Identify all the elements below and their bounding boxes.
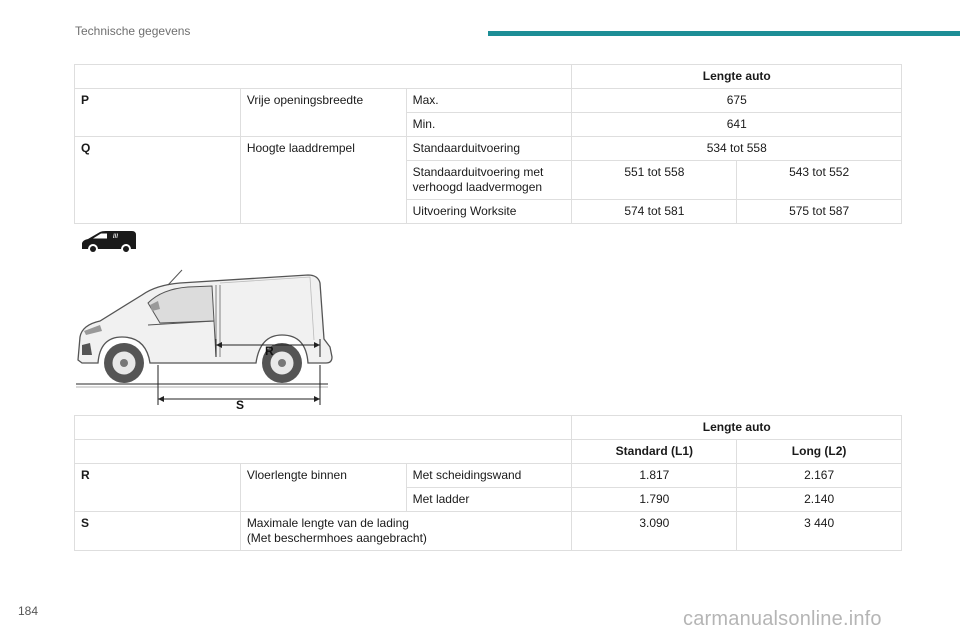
column-header-standard-l1: Standard (L1) [572, 440, 737, 464]
row-value-l2: 2.140 [737, 488, 902, 512]
table-header-row [75, 416, 902, 440]
row-code-p: P [75, 89, 241, 137]
dimension-label-s: S [236, 398, 245, 410]
row-variant: Met scheidingswand [406, 464, 572, 488]
dimension-label-r: R [265, 344, 274, 358]
row-variant: Standaarduitvoering met verhoogd laadvermogen [406, 161, 572, 200]
page-number: 184 [18, 604, 39, 618]
table-row [75, 464, 902, 488]
header-accent-bar [488, 31, 960, 36]
row-variant: Met ladder [406, 488, 572, 512]
row-label-line1: Maximale lengte van de lading [246, 516, 409, 530]
table-row [75, 89, 902, 113]
table-row [75, 512, 902, 551]
row-label [240, 512, 572, 551]
row-value-l1: 1.817 [572, 464, 737, 488]
section-title: Technische gegevens [75, 24, 191, 38]
row-code-q: Q [75, 137, 241, 224]
row-value: 534 tot 558 [572, 137, 902, 161]
row-variant: Min. [406, 113, 572, 137]
table-header-row [75, 65, 902, 89]
row-value-l2: 3 440 [737, 512, 902, 551]
row-variant: Max. [406, 89, 572, 113]
row-value-l2: 2.167 [737, 464, 902, 488]
load-length-table [74, 415, 902, 551]
table-header-row [75, 440, 902, 464]
row-label-line2: (Met beschermhoes aangebracht) [246, 531, 427, 545]
row-value-l1: 1.790 [572, 488, 737, 512]
row-code-s: S [75, 512, 241, 551]
row-value-l1: 551 tot 558 [572, 161, 737, 200]
svg-text:///: /// [113, 234, 119, 240]
row-variant: Uitvoering Worksite [406, 200, 572, 224]
row-value-l1: 3.090 [572, 512, 737, 551]
van-side-view-diagram [70, 265, 360, 410]
column-header-lengte-auto: Lengte auto [572, 65, 902, 89]
column-header-lengte-auto: Lengte auto [572, 416, 902, 440]
row-code-r: R [75, 464, 241, 512]
row-label: Vrije openingsbreedte [240, 89, 406, 137]
row-value-l1: 574 tot 581 [572, 200, 737, 224]
row-value: 641 [572, 113, 902, 137]
opening-dimensions-table [74, 64, 902, 224]
row-value-l2: 543 tot 552 [737, 161, 902, 200]
row-label: Vloerlengte binnen [240, 464, 406, 512]
table-row [75, 137, 902, 161]
row-value-l2: 575 tot 587 [737, 200, 902, 224]
column-header-long-l2: Long (L2) [737, 440, 902, 464]
row-variant: Standaarduitvoering [406, 137, 572, 161]
van-icon [80, 228, 138, 256]
row-label: Hoogte laaddrempel [240, 137, 406, 224]
row-value: 675 [572, 89, 902, 113]
watermark: carmanualsonline.info [683, 608, 882, 630]
